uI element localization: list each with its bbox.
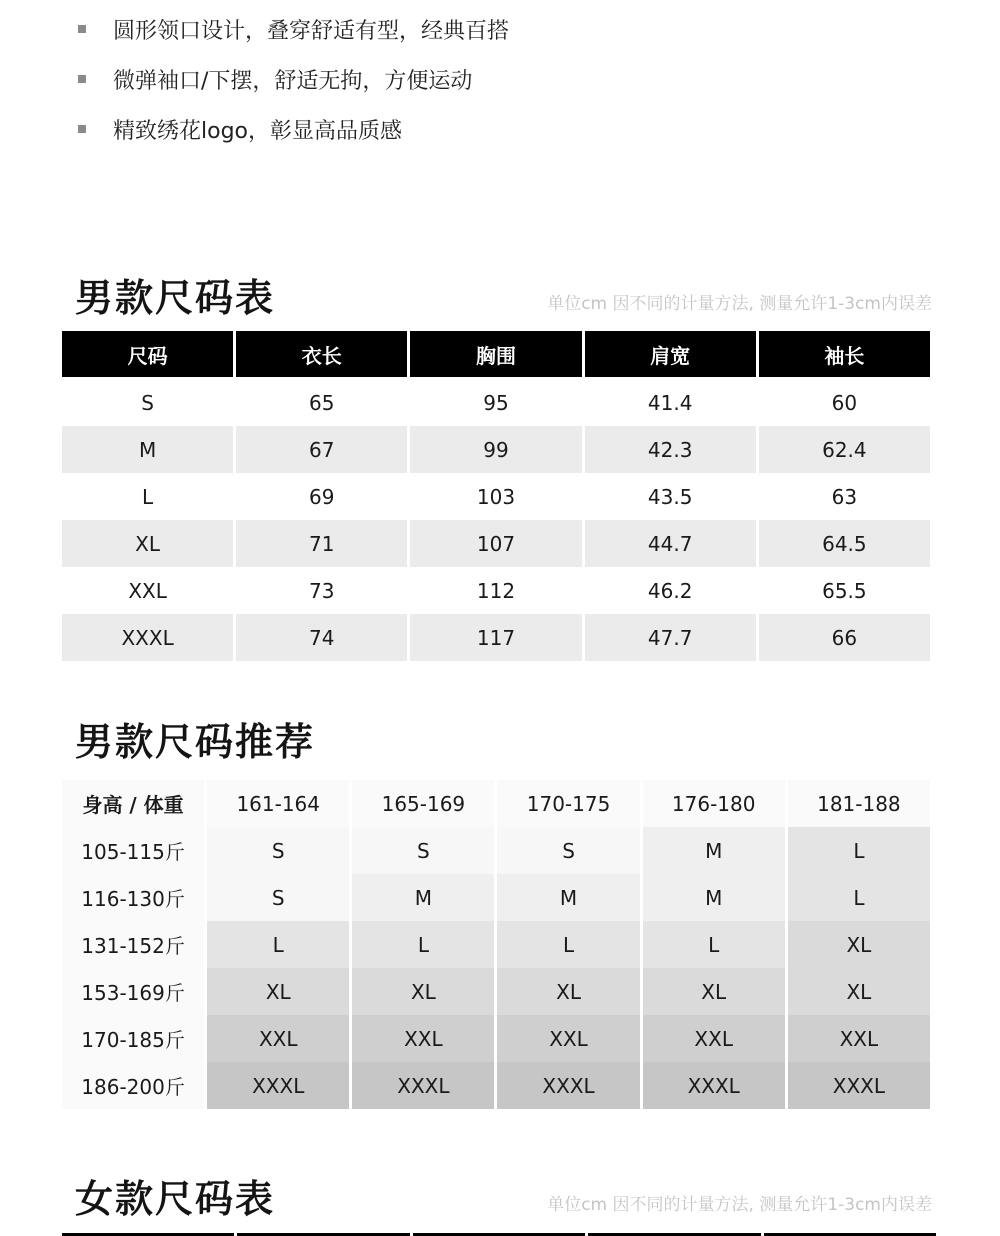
table-cell: 65 [309, 390, 335, 415]
table-cell: 64.5 [759, 520, 930, 567]
table-cell: 74 [236, 614, 407, 661]
table-cell: 67 [236, 426, 407, 473]
weight-label: 170-185斤 [62, 1015, 204, 1062]
table-cell: 43.5 [647, 484, 693, 509]
table-header-row [62, 780, 930, 827]
table-row [62, 520, 930, 567]
table-row [62, 567, 930, 614]
table-cell: 65.5 [822, 578, 867, 603]
table-cell: XXXL [497, 1062, 639, 1109]
table-cell: M [352, 874, 494, 921]
table-row [62, 426, 930, 473]
table-cell: 99 [410, 426, 581, 473]
women-size-table-title: 女款尺码表 [75, 1177, 276, 1221]
height-header: 170-175 [497, 780, 639, 827]
table-cell: XL [788, 968, 930, 1015]
header-cell: 袖长 [759, 331, 930, 379]
table-cell: L [788, 827, 930, 874]
table-row [62, 1015, 930, 1062]
table-cell: XXL [788, 1015, 930, 1062]
table-header-row [62, 331, 930, 379]
men-size-table-title: 男款尺码表 [75, 276, 276, 320]
table-cell: 46.2 [647, 578, 693, 603]
table-cell: M [643, 874, 785, 921]
table-cell: 117 [410, 614, 581, 661]
table-cell: 60 [831, 390, 858, 415]
table-row [62, 874, 930, 921]
feature-item [78, 61, 472, 97]
table-cell: 62.4 [759, 426, 930, 473]
table-cell: 47.7 [585, 614, 756, 661]
header-cell: 衣长 [236, 331, 407, 379]
table-cell: 73 [309, 578, 335, 603]
table-cell: XL [643, 968, 785, 1015]
table-cell: 69 [309, 484, 335, 509]
table-cell: 41.4 [647, 390, 693, 415]
table-row [62, 1062, 930, 1109]
table-cell: XL [497, 968, 639, 1015]
table-cell: XXL [352, 1015, 494, 1062]
men-recommend-table [59, 780, 933, 1109]
weight-label: 153-169斤 [62, 968, 204, 1015]
women-size-unit-note: 单位cm 因不同的计量方法, 测量允许1-3cm内误差 [547, 1195, 932, 1215]
table-cell: 107 [410, 520, 581, 567]
header-cell: 肩宽 [585, 331, 756, 379]
header-cell: 胸围 [410, 331, 581, 379]
height-header: 176-180 [643, 780, 785, 827]
men-recommend-title: 男款尺码推荐 [75, 720, 316, 764]
table-cell: L [142, 484, 154, 509]
weight-label: 131-152斤 [62, 921, 204, 968]
table-cell: XXXL [352, 1062, 494, 1109]
square-bullet-icon [78, 75, 86, 83]
table-cell: XXL [643, 1015, 785, 1062]
table-row [62, 827, 930, 874]
table-row [62, 473, 930, 520]
table-cell: L [352, 921, 494, 968]
feature-text: 微弹袖口/下摆，舒适无拘，方便运动 [113, 68, 473, 94]
table-cell: 66 [759, 614, 930, 661]
table-cell: XXL [128, 578, 167, 603]
table-cell: L [643, 921, 785, 968]
table-cell: S [207, 827, 349, 874]
table-cell: 44.7 [585, 520, 756, 567]
feature-text: 圆形领口设计，叠穿舒适有型，经典百搭 [113, 18, 510, 44]
square-bullet-icon [78, 25, 86, 33]
table-cell: L [497, 921, 639, 968]
weight-label: 105-115斤 [62, 827, 204, 874]
table-cell: 71 [236, 520, 407, 567]
square-bullet-icon [78, 125, 86, 133]
table-cell: L [207, 921, 349, 968]
table-cell: M [497, 874, 639, 921]
table-cell: XL [207, 968, 349, 1015]
feature-item [78, 11, 509, 47]
table-cell: S [497, 827, 639, 874]
table-cell: XL [352, 968, 494, 1015]
table-cell: XXXL [643, 1062, 785, 1109]
table-cell: S [141, 390, 154, 415]
table-cell: 42.3 [585, 426, 756, 473]
feature-text: 精致绣花logo，彰显高品质感 [113, 118, 402, 144]
weight-label: 186-200斤 [62, 1062, 204, 1109]
table-cell: 103 [476, 484, 516, 509]
table-cell: 95 [483, 390, 509, 415]
table-cell: XXL [207, 1015, 349, 1062]
height-header: 161-164 [207, 780, 349, 827]
table-cell: XXXL [207, 1062, 349, 1109]
table-cell: XL [788, 921, 930, 968]
table-cell: L [788, 874, 930, 921]
table-cell: XXXL [62, 614, 233, 661]
table-row [62, 968, 930, 1015]
men-size-unit-note: 单位cm 因不同的计量方法, 测量允许1-3cm内误差 [547, 294, 932, 314]
height-header: 165-169 [352, 780, 494, 827]
table-row [62, 614, 930, 661]
table-row [62, 921, 930, 968]
header-cell: 尺码 [62, 331, 233, 379]
table-cell: S [207, 874, 349, 921]
table-cell: M [62, 426, 233, 473]
corner-header: 身高 / 体重 [62, 780, 204, 827]
table-cell: XL [62, 520, 233, 567]
table-cell: 112 [476, 578, 516, 603]
feature-item [78, 111, 402, 147]
height-header: 181-188 [788, 780, 930, 827]
table-row [62, 379, 930, 426]
men-size-table [59, 331, 933, 661]
table-cell: S [352, 827, 494, 874]
weight-label: 116-130斤 [62, 874, 204, 921]
table-cell: M [643, 827, 785, 874]
table-cell: XXXL [788, 1062, 930, 1109]
table-cell: 63 [831, 484, 858, 509]
table-cell: XXL [497, 1015, 639, 1062]
